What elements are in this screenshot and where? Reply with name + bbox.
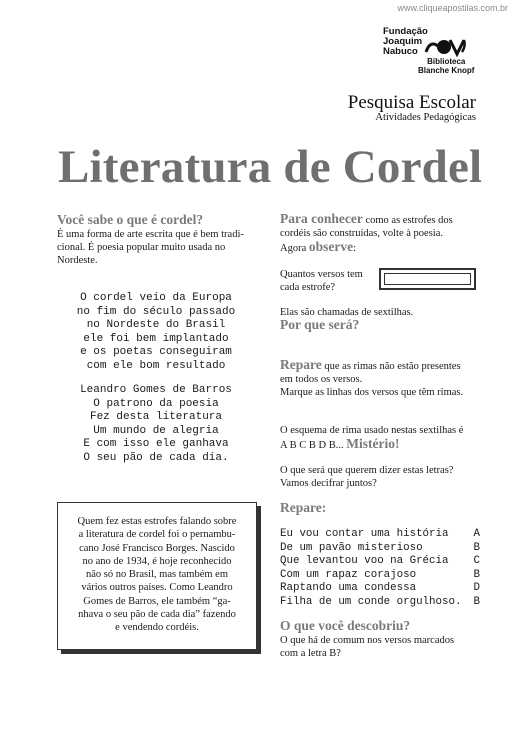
poem-line: ele foi bem implantado — [83, 332, 229, 345]
esquema-letters: A B C B D B... — [280, 440, 347, 451]
poem-line: e os poetas conseguiram — [80, 346, 232, 358]
foundation-name-line: Joaquim — [383, 36, 423, 47]
repare-text-2: em todos os versos. — [280, 374, 363, 385]
marque-text: Marque as linhas dos versos que têm rimas. — [280, 387, 464, 398]
rhyme-letter: B — [473, 541, 480, 554]
quantos-line: Quantos versos tem — [280, 269, 363, 280]
poem-line: com ele bom resultado — [86, 359, 226, 372]
poem-line: O cordel veio da Europa — [80, 292, 232, 304]
poem-line: O seu pão de cada dia. — [83, 451, 229, 464]
answer-box[interactable] — [379, 268, 476, 290]
author-info-box — [57, 502, 257, 650]
conhecer-text: como as estrofes dos — [362, 215, 453, 226]
poem-line: no Nordeste do Brasil — [86, 319, 226, 331]
box-line: Quem fez estas estrofes falando sobre — [77, 516, 237, 527]
quantos-line: cada estrofe? — [280, 282, 336, 293]
quantos-question — [280, 268, 363, 294]
poem-line: Fez desta literatura — [89, 411, 223, 423]
esquema-paragraph — [280, 424, 485, 452]
poem-line: Leandro Gomes de Barros — [80, 384, 232, 396]
intro-line: cional. É poesia popular muito usada no — [57, 242, 226, 253]
foundation-name-line: Nabuco — [383, 46, 418, 57]
poem-line: no fim do século passado — [76, 305, 236, 318]
rhyme-line-text: De um pavão misterioso — [280, 541, 423, 554]
rhyme-line — [280, 582, 480, 596]
rhyme-line-text: Com um rapaz corajoso — [280, 568, 417, 581]
final-line: O que há de comum nos versos marcados — [280, 635, 455, 646]
observe-heading: observe — [308, 239, 354, 254]
rhyme-line — [280, 555, 480, 569]
poem-stanza-2 — [56, 384, 256, 465]
library-name-line: Blanche Knopf — [418, 66, 475, 75]
para-conhecer-heading: Para conhecer — [280, 211, 363, 226]
foundation-name — [383, 27, 428, 57]
colon: : — [353, 243, 357, 254]
box-line: no ano de 1934, é hoje reconhecido — [82, 555, 232, 567]
repare-heading: Repare: — [280, 500, 327, 515]
conhecer-text-2: cordéis são construídas, volte à poesia. — [280, 228, 443, 239]
agora-text: Agora — [280, 243, 309, 254]
poem-line: Um mundo de alegria — [93, 424, 219, 437]
poem-line: E com isso ele ganhava — [83, 438, 229, 450]
misterio-heading: Mistério! — [346, 436, 400, 451]
poem-line: O patrono da poesia — [93, 397, 219, 410]
final-line: com a letra B? — [280, 648, 341, 659]
rhyme-line — [280, 596, 480, 610]
cordel-question-heading: Você sabe o que é cordel? — [57, 212, 204, 227]
rhyme-letter: A — [473, 528, 480, 540]
porque-heading: Por que será? — [280, 317, 360, 332]
library-name — [418, 57, 474, 75]
box-line: não só no Brasil, mas também em — [85, 569, 229, 581]
foundation-name-line: Fundação — [383, 26, 428, 37]
box-line: a literatura de cordel foi o pernambu- — [78, 529, 236, 541]
oque-paragraph — [280, 464, 453, 490]
rhyme-letter: B — [473, 595, 480, 608]
author-info-text — [68, 515, 246, 635]
page-title: Literatura de Cordel — [58, 141, 483, 193]
section-subtitle: Atividades Pedagógicas — [375, 112, 476, 123]
box-line: vários outros países. Como Leandro — [81, 582, 233, 594]
oque-line: O que será que querem dizer estas letras? — [280, 465, 454, 476]
sextilhas-text: Elas são chamadas de sextilhas. — [280, 307, 414, 318]
oque-line: Vamos decifrar juntos? — [280, 478, 377, 489]
rhyme-line-text: Filha de um conde orgulhoso. — [280, 595, 462, 608]
repare-heading-inline: Repare — [280, 357, 322, 372]
fundaj-logo-icon — [424, 36, 468, 58]
library-name-line: Biblioteca — [427, 57, 466, 66]
rhyme-letter: C — [473, 555, 480, 568]
box-line: cano José Francisco Borges. Nascido — [79, 542, 235, 554]
box-line: nhava o seu pão de cada dia” fazendo — [78, 609, 236, 621]
rhyme-line-text: Que levantou voo na Grécia — [280, 555, 449, 568]
intro-line: É uma forma de arte escrita que é bem tradi- — [57, 229, 244, 240]
rhyme-letter: D — [473, 582, 480, 595]
section-title: Pesquisa Escolar — [347, 92, 476, 113]
conhecer-paragraph — [280, 212, 485, 255]
box-line: e vendendo cordéis. — [115, 622, 199, 634]
intro-line: Nordeste. — [57, 255, 98, 266]
rhyme-line-text: Eu vou contar uma história — [280, 528, 449, 540]
rhyme-line-text: Raptando uma condessa — [280, 582, 417, 595]
rhyme-line — [280, 569, 480, 583]
descobriu-heading: O que você descobriu? — [280, 618, 411, 633]
rhyme-scheme-list — [280, 528, 480, 610]
box-line: Gomes de Barros, ele também “ga- — [83, 595, 231, 607]
poem-stanza-1 — [56, 292, 256, 373]
rhyme-line — [280, 528, 480, 542]
rhyme-letter: B — [473, 568, 480, 581]
rhyme-line — [280, 542, 480, 556]
site-url: www.cliqueapostilas.com.br — [397, 3, 508, 13]
repare-text: que as rimas não estão presentes — [321, 361, 461, 372]
cordel-intro — [57, 228, 257, 267]
esquema-text: O esquema de rima usado nestas sextilhas é — [280, 425, 464, 436]
final-question — [280, 634, 454, 660]
repare-paragraph — [280, 358, 485, 399]
answer-box-inner — [384, 273, 471, 285]
